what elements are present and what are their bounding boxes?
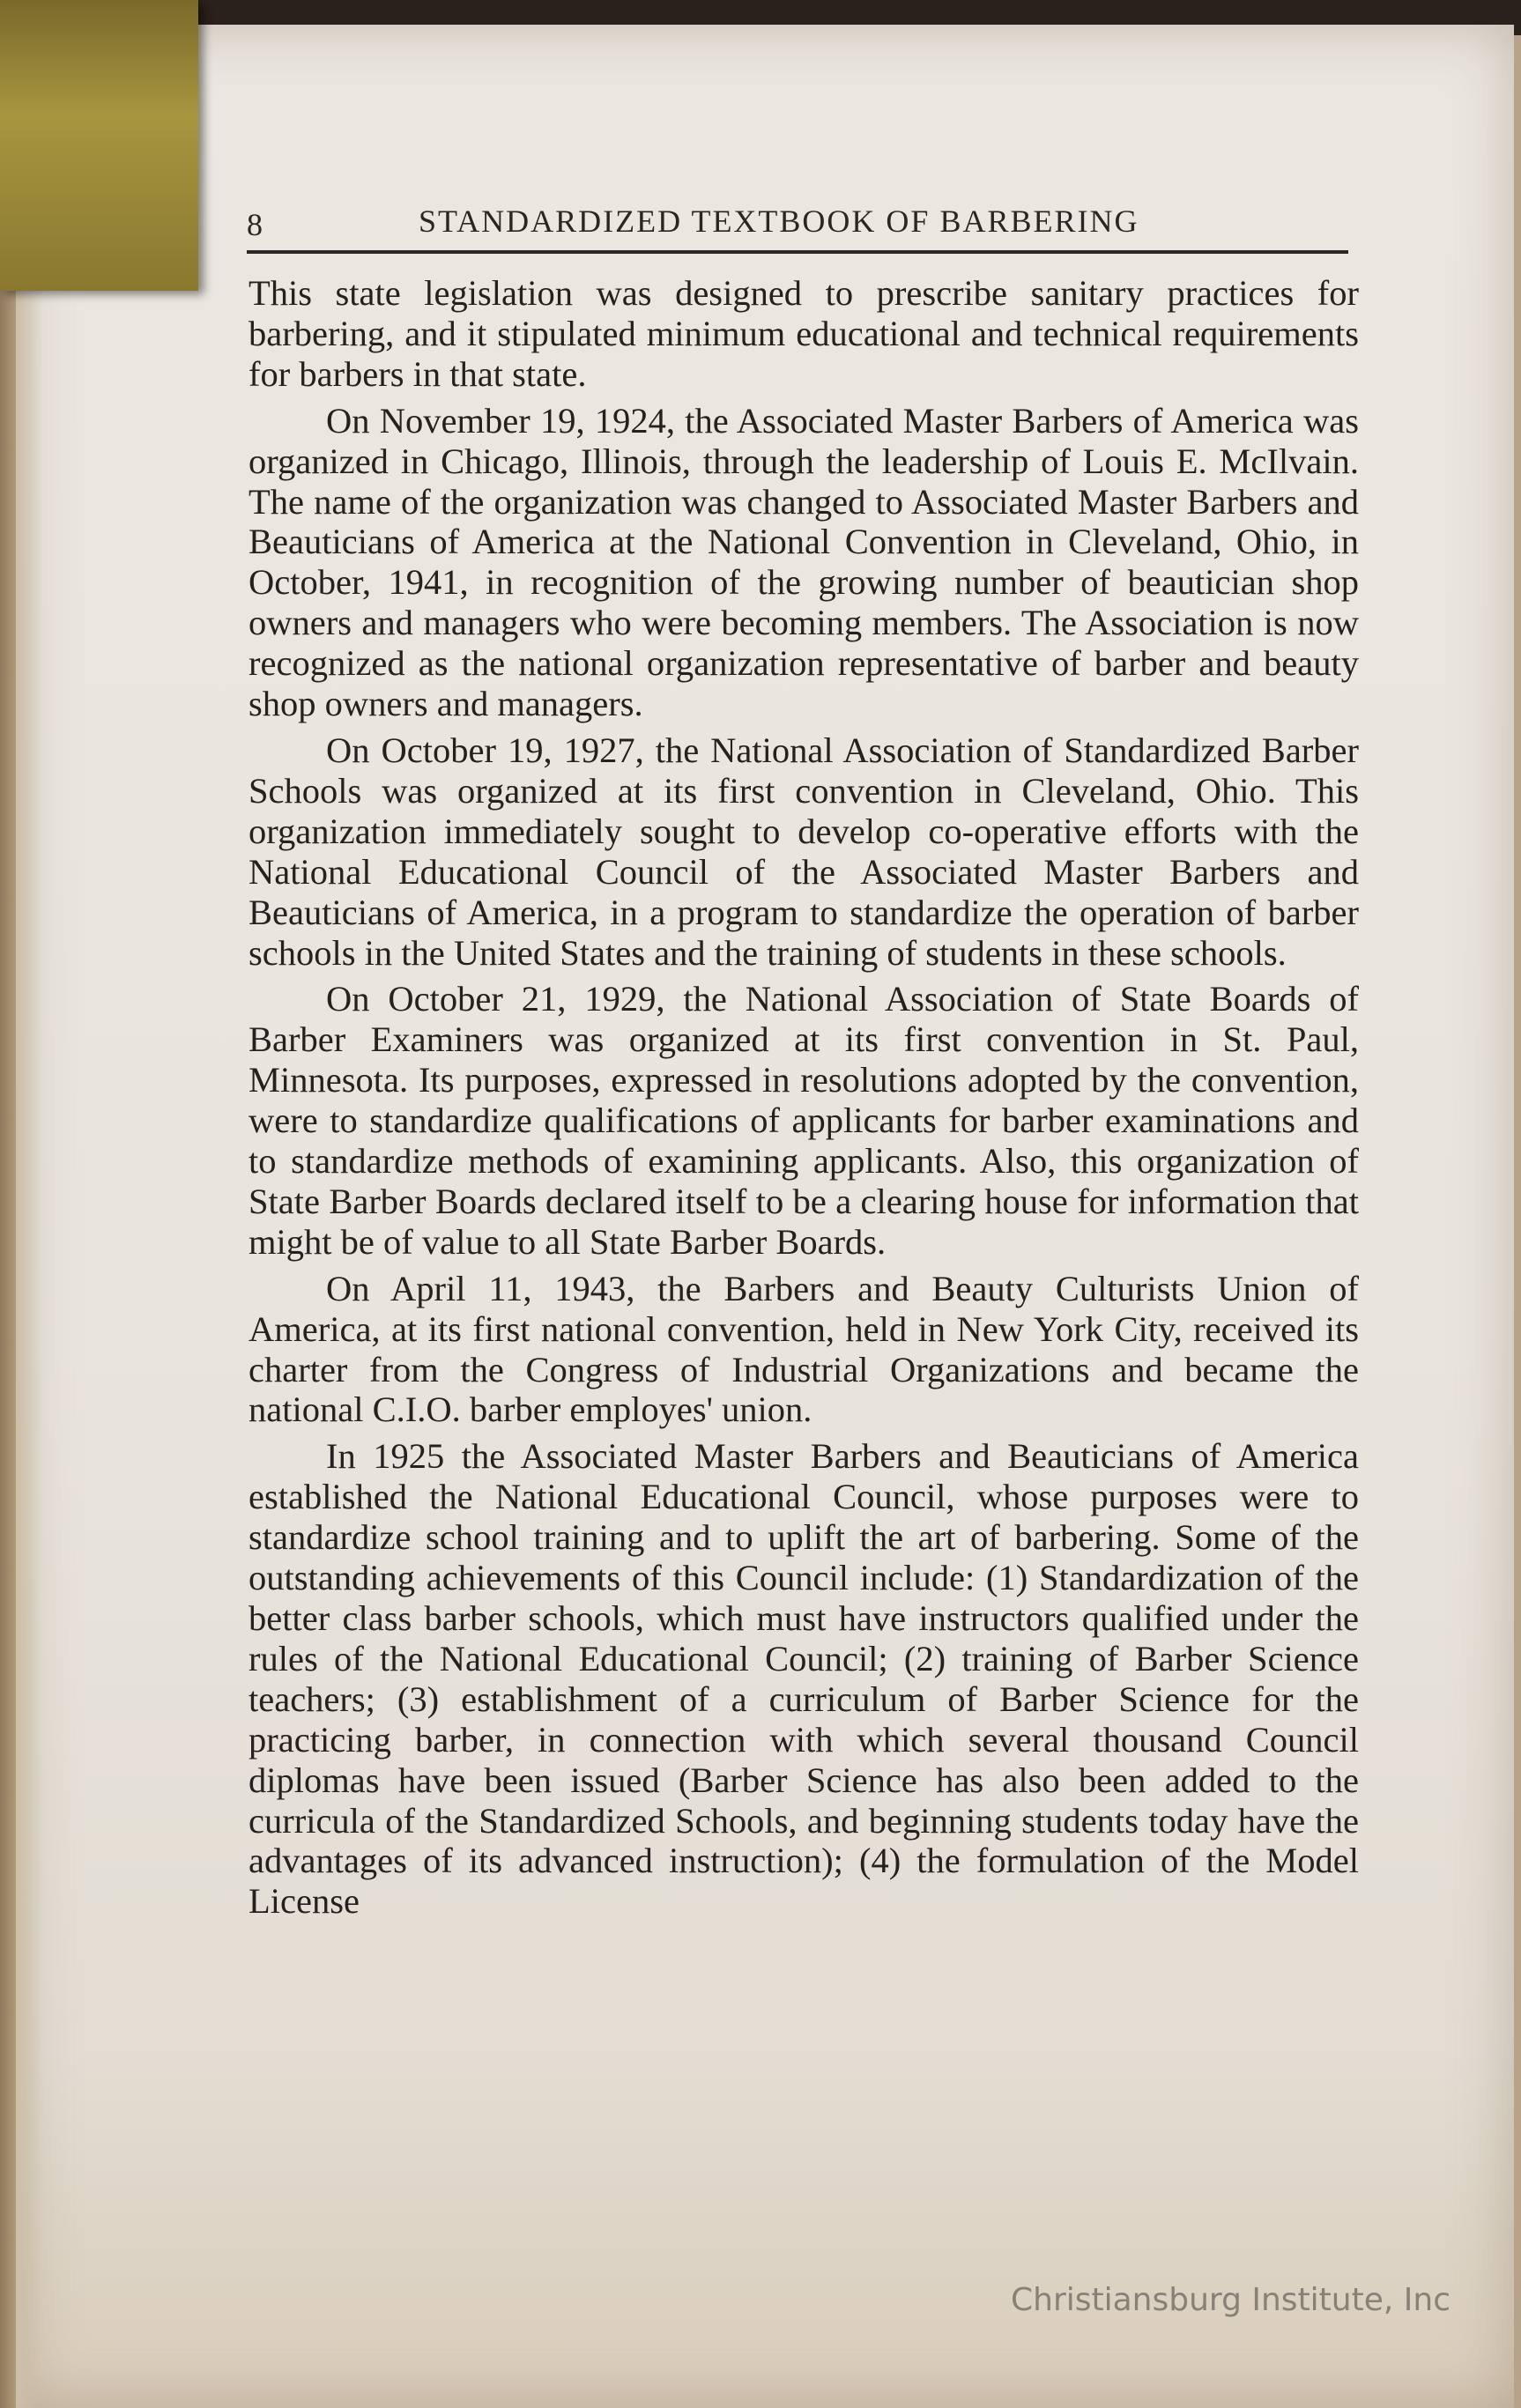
page-number: 8: [247, 207, 263, 242]
page-edge: [16, 291, 42, 2408]
gold-cover-tab: [0, 0, 198, 291]
paragraph-5: On April 11, 1943, the Barbers and Beauty Culturists Union of America, at its first national convention, held in New York City, received its charter from the Congress of Industrial Organizations and became the national C.I.O. barber employes' union.: [249, 1268, 1359, 1430]
paragraph-6: In 1925 the Associated Master Barbers and Beauticians of America established the National Educational Council, whose purposes were to standardize school training and to uplift the art of barbering. Some of the outstanding achievements of this Council include: (1) Standardization of the better class barber schools, which must have instructors qualified under the rules of the National Educational Council; (2) training of Barber Science teachers; (3) establishment of a curriculum of Barber Science for the practicing barber, in connection with which several thousand Council diplomas have been issued (Barber Science has also been added to the curricula of the Standardized Schools, and beginning students today have the advantages of its advanced instruction); (4) the formulation of the Model License: [249, 1436, 1359, 1922]
paragraph-2: On November 19, 1924, the Associated Master Barbers of America was organized in Chicago, Illinois, through the leadership of Louis E. McIlvain. The name of the organization was changed to Associated Master Barbers and Beauticians of America at the National Convention in Cleveland, Ohio, in October, 1941, in recognition of the growing number of beautician shop owners and managers who were becoming members. The Association is now recognized as the national organization representative of barber and beauty shop owners and managers.: [249, 400, 1359, 724]
paragraph-4: On October 21, 1929, the National Association of State Boards of Barber Examiners was organized at its first convention in St. Paul, Minnesota. Its purposes, expressed in resolutions adopted by the convention, were to standardize qualifications of applicants for barber examinations and to standardize methods of examining applicants. Also, this organization of State Barber Boards declared itself to be a clearing house for information that might be of value to all State Barber Boards.: [249, 979, 1359, 1262]
paragraph-1: This state legislation was designed to prescribe sanitary practices for barbering, and it stipulated minimum educational and technical requirements for barbers in that state.: [249, 273, 1359, 394]
paragraph-3: On October 19, 1927, the National Association of Standardized Barber Schools was organized at its first convention in Cleveland, Ohio. This organization immediately sought to develop co-operative efforts with the National Educational Council of the Associated Master Barbers and Beauticians of America, in a program to standardize the operation of barber schools in the United States and the training of students in these schools.: [249, 730, 1359, 973]
body-text: [249, 273, 1359, 1928]
watermark: Christiansburg Institute, Inc: [1010, 2282, 1451, 2318]
page-header: [247, 199, 1348, 254]
running-head: STANDARDIZED TEXTBOOK OF BARBERING: [419, 204, 1139, 239]
